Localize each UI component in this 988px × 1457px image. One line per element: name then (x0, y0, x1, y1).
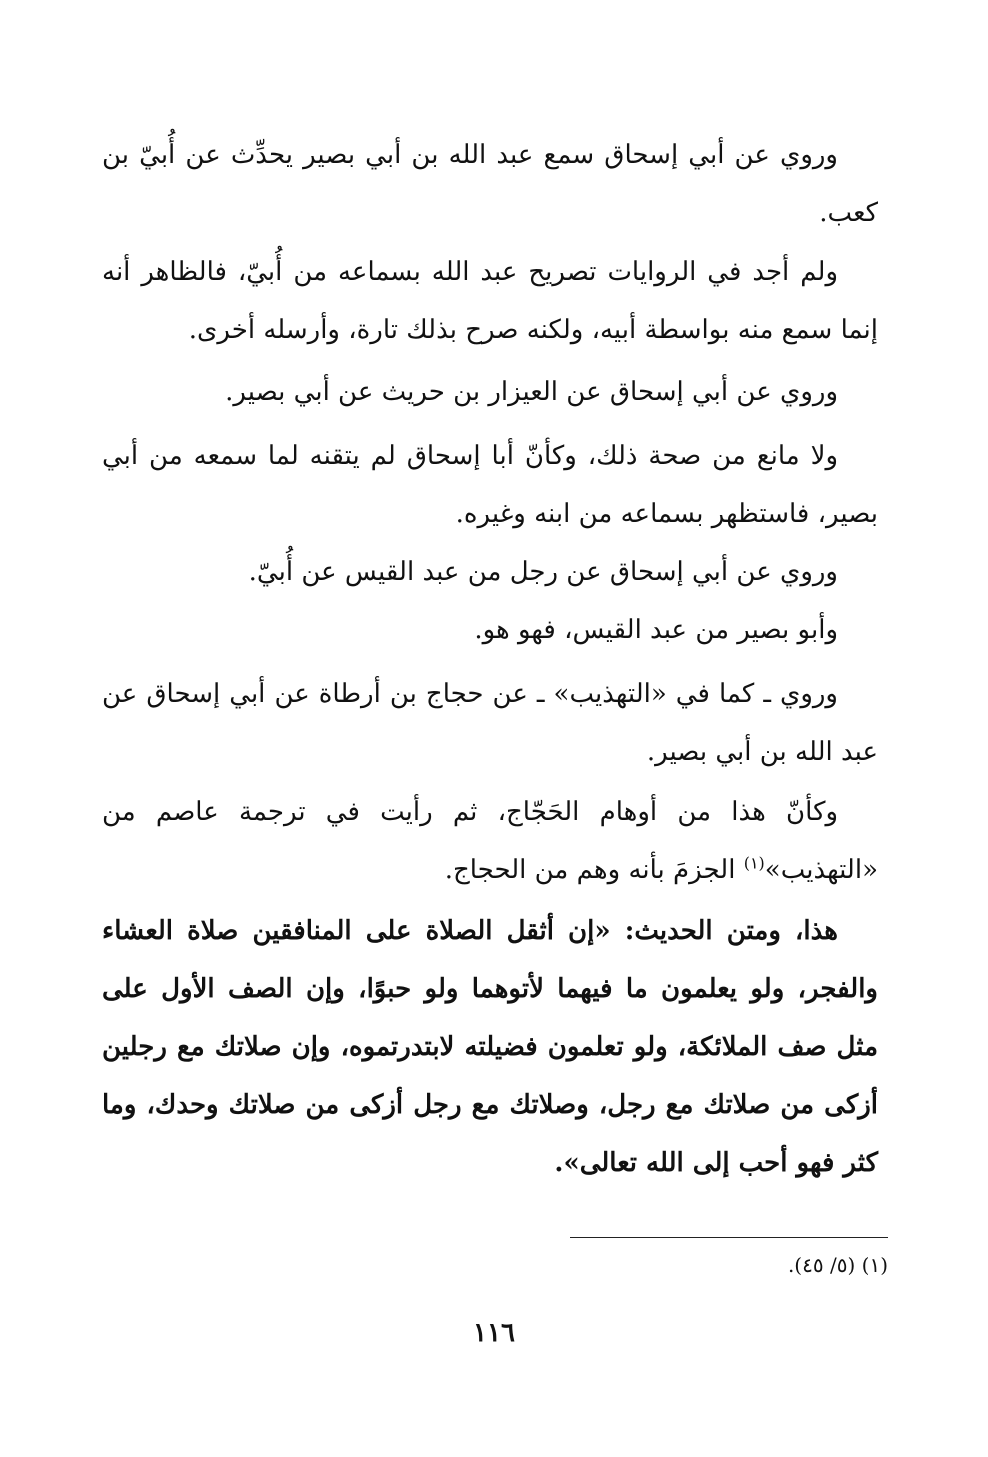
page-number: ١١٦ (473, 1318, 515, 1348)
paragraph-5: وروي عن أبي إسحاق عن رجل من عبد القيس عن أُبيّ. (248, 557, 838, 587)
paragraph-4: ولا مانع من صحة ذلك، وكأنّ أبا إسحاق لم يتقنه لما سمعه من أبي بصير، فاستظهر بسماعه من ابنه وغيره. (102, 441, 878, 529)
footnote-marker: (١) (743, 853, 765, 873)
paragraph-2: ولم أجد في الروايات تصريح عبد الله بسماعه من أُبيّ، فالظاهر أنه إنما سمع منه بواسطة أبيه، ولكنه صرح بذلك تارة، وأرسله أخرى. (102, 257, 878, 345)
paragraph-8-text-end: الجزمَ بأنه وهم من الحجاج. (444, 855, 744, 885)
paragraph-6: وأبو بصير من عبد القيس، فهو هو. (474, 615, 838, 645)
footnote: (١) (٥/ ٤٥). (787, 1253, 888, 1277)
paragraph-1: وروي عن أبي إسحاق سمع عبد الله بن أبي بصير يحدِّث عن أُبيّ بن كعب. (102, 140, 878, 228)
paragraph-8-text: وكأنّ هذا من أوهام الحَجّاج، ثم رأيت في ترجمة عاصم من «التهذيب» (102, 797, 878, 885)
paragraph-8 (102, 783, 878, 899)
footnote-divider (570, 1237, 888, 1238)
paragraph-3: وروي عن أبي إسحاق عن العيزار بن حريث عن أبي بصير. (225, 377, 838, 407)
paragraph-7: وروي ـ كما في «التهذيب» ـ عن حجاج بن أرطاة عن أبي إسحاق عن عبد الله بن أبي بصير. (102, 679, 878, 767)
hadith-text: هذا، ومتن الحديث: «إن أثقل الصلاة على المنافقين صلاة العشاء والفجر، ولو يعلمون ما فيهما لأتوهما ولو حبوًا، وإن الصف الأول على مثل صف الملائكة، ولو تعلمون فضيلته لابتدرتموه، وإن صلاتك مع رجلين أزكى من صلاتك مع رجل، وصلاتك مع رجل أزكى من صلاتك وحدك، وما كثر فهو أحب إلى الله تعالى». (102, 916, 878, 1178)
